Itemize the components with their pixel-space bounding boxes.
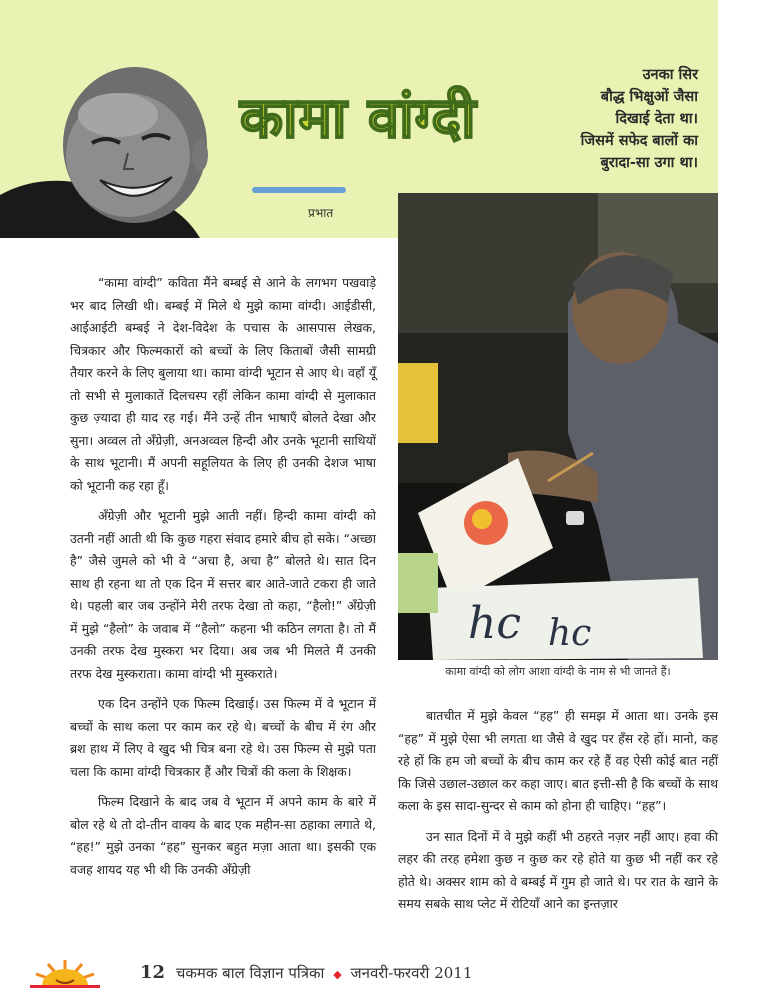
sun-logo-icon	[30, 958, 100, 988]
pull-quote-line: दिखाई देता था।	[615, 111, 698, 127]
article-paragraph: अँग्रेज़ी और भूटानी मुझे आती नहीं। हिन्दी कामा वांग्दी को उतनी नहीं आती थी कि कुछ गहरा संवाद हमारे बीच हो सके। “अच्छा है” जैसे जुमले को भी वे “अचा है, अचा है” बोलते थे। सात दिन साथ ही रहना था तो एक दिन में सत्तर बार आते-जाते टकरा ही जाते थे। पहली बार जब उन्होंने मेरी तरफ देखा तो कहा, “हैलो!” अँग्रेज़ी में मुझे “हैलो” के जवाब में “हैलो” कहना भी कठिन लगता है। तो मैं उनकी तरफ देख मुस्करा भर दिया। अब जब भी मिलते मैं उनकी तरफ देख मुस्कराता। कामा वांग्दी भी मुस्कराते।	[70, 508, 376, 681]
author-portrait-photo	[0, 45, 215, 238]
magazine-name: चकमक बाल विज्ञान पत्रिका	[175, 964, 325, 982]
author-name: प्रभात	[308, 206, 334, 220]
article-paragraph: “कामा वांग्दी” कविता मैंने बम्बई से आने के लगभग पखवाड़े भर बाद लिखी थी। बम्बई में मिले थे मुझे कामा वांग्दी। आईडीसी, आईआईटी बम्बई ने देश-विदेश के पचास के आसपास लेखक, चित्रकार और फिल्मकारों को बच्चों के लिए किताबों जैसी सामग्री तैयार करने के लिए बुलाया था। कामा वांग्दी भूटान से आए थे। वहाँ यूँ तो सभी से मुलाकातें दिलचस्प रहीं लेकिन कामा वांग्दी से मुलाकात कुछ ज़्यादा ही याद रह गई। मैंने उन्हें तीन भाषाएँ बोलते देखा और सुना। अव्वल तो अँग्रेज़ी, अनअव्वल हिन्दी और उनके भूटानी साथियों के साथ भूटानी। मैं अपनी सहूलियत के लिए ही उनकी देशज भाषा को भूटानी कह रहा हूँ।	[70, 275, 376, 493]
pull-quote-line: उनका सिर	[642, 67, 698, 83]
page-number: 12	[140, 962, 166, 983]
footer-info	[140, 962, 472, 983]
pull-quote-line: जिसमें सफेद बालों का	[580, 133, 698, 149]
artist-painting-photo	[398, 193, 718, 660]
article-title: कामा वांग्दी	[240, 85, 477, 151]
pull-quote	[581, 64, 698, 174]
photo-caption: कामा वांग्दी को लोग आशा वांग्दी के नाम से भी जानते हैं।	[445, 665, 671, 678]
pull-quote-line: बुरादा-सा उगा था।	[600, 155, 698, 171]
drawing-lettering: hc	[548, 613, 592, 654]
article-paragraph: उन सात दिनों में वे मुझे कहीं भी ठहरते नज़र नहीं आए। हवा की लहर की तरह हमेशा कुछ न कुछ कर रहे होते या कुछ भी नहीं कर रहे होते थे। अक्सर शाम को वे बम्बई में गुम हो जाते थे। पर रात के खाने के समय सबके साथ प्लेट में रोटियाँ आने का इन्तज़ार	[398, 828, 718, 911]
article-paragraph: एक दिन उन्होंने एक फिल्म दिखाई। उस फिल्म में वे भूटान में बच्चों के साथ कला पर काम कर रहे थे। बच्चों के बीच में रंग और ब्रश हाथ में लिए वे खुद भी चित्र बना रहे थे। उस फिल्म से मुझे पता चला कि कामा वांग्दी चित्रकार हैं और चित्रों की कला के शिक्षक।	[70, 696, 376, 779]
issue-date: जनवरी-फरवरी 2011	[350, 964, 473, 982]
article-body-right-column	[398, 705, 718, 924]
page-footer	[30, 958, 590, 988]
article-paragraph: फिल्म दिखाने के बाद जब वे भूटान में अपने काम के बारे में बोल रहे थे तो दो-तीन वाक्य के बाद एक महीन-सा ठहाका लगाते थे, “हह!” मुझे उनका “हह” सुनकर बहुत मज़ा आता था। इसकी एक वजह शायद यह भी थी कि उनकी अँग्रेज़ी	[70, 794, 376, 877]
diamond-separator-icon: ◆	[333, 968, 342, 981]
title-underline-decoration	[252, 187, 346, 193]
page-margin	[718, 0, 760, 1000]
article-paragraph: बातचीत में मुझे केवल “हह” ही समझ में आता था। उनके इस “हह” में मुझे ऐसा भी लगता था जैसे वे खुद पर हँस रहे हों। मानो, कह रहे हों कि हम जो बच्चों के बीच काम कर रहे हैं वह ऐसी कोई बात नहीं कि जिसे उछाल-उछाल कर कहा जाए। बात इत्ती-सी है कि बच्चों के साथ कला के इस सादा-सुन्दर से काम को होना ही चाहिए। “हह”।	[398, 708, 718, 813]
article-body-left-column	[70, 272, 376, 889]
pull-quote-line: बौद्ध भिक्षुओं जैसा	[600, 89, 698, 105]
drawing-lettering: hc	[468, 598, 521, 649]
